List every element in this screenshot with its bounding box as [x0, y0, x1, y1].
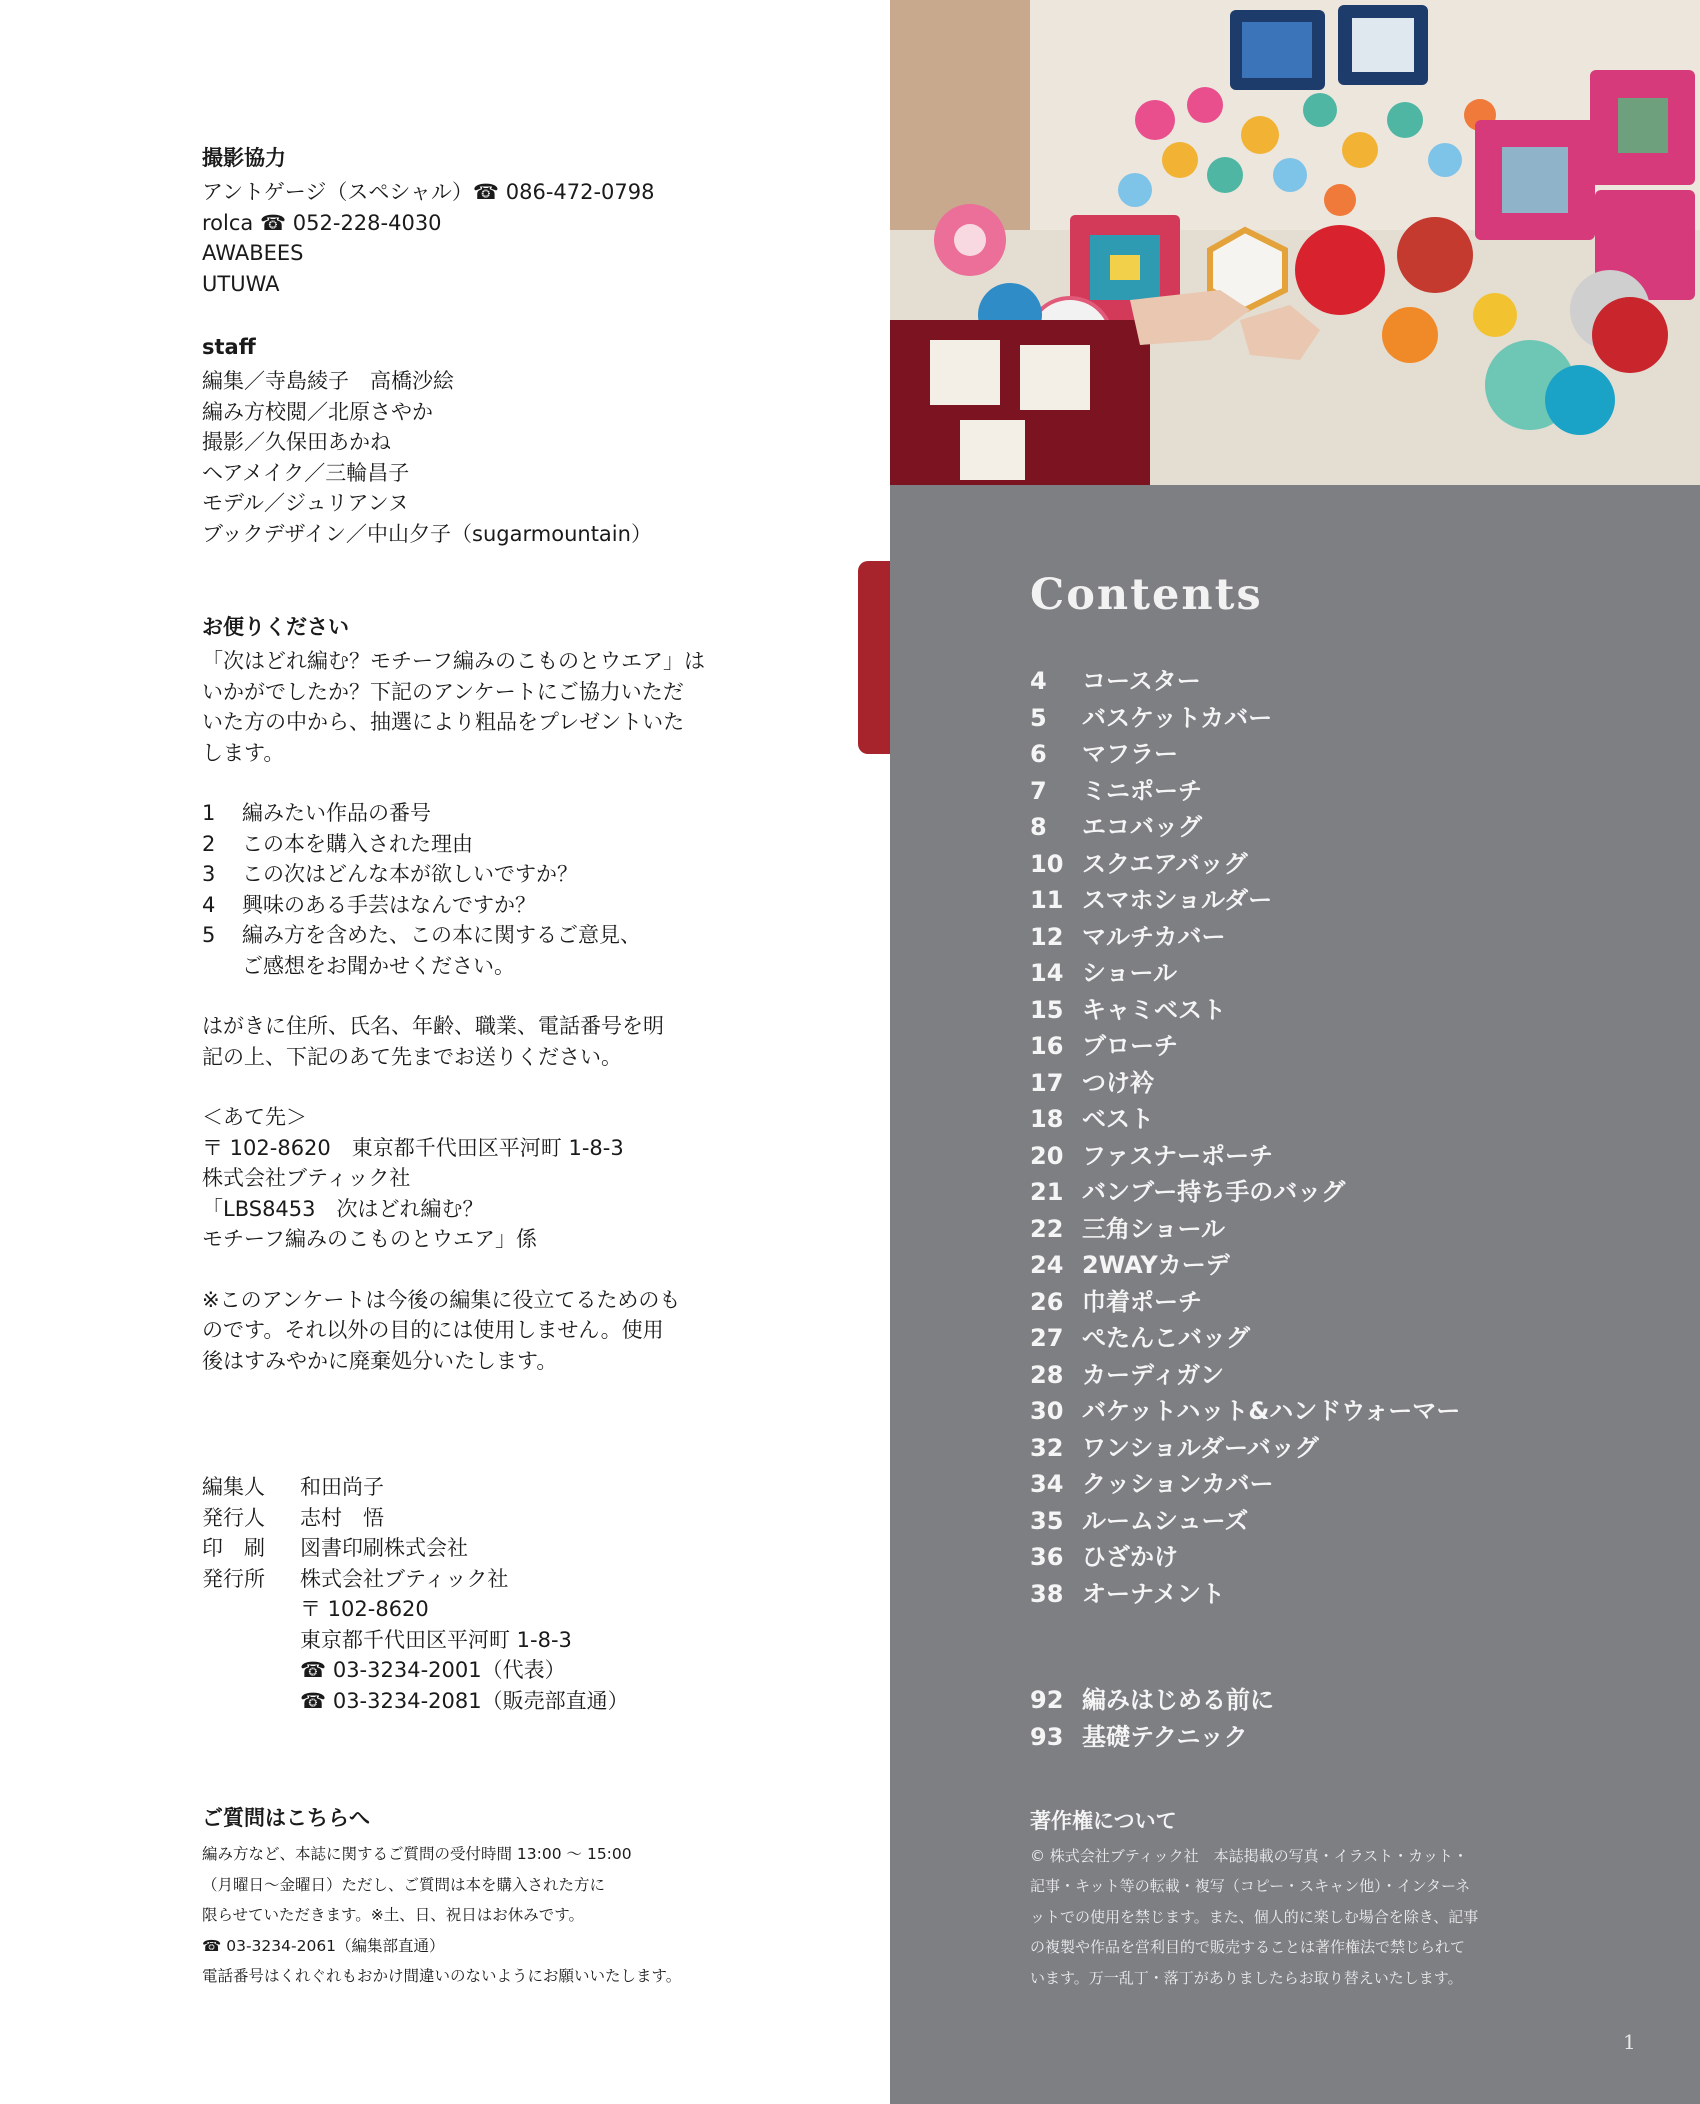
- contents-page: 5: [1030, 703, 1047, 732]
- contents-page: 38: [1030, 1579, 1064, 1608]
- contents-title-text: スクエアバッグ: [1082, 849, 1248, 878]
- copyright-title: 著作権について: [1030, 1809, 1177, 1833]
- contents-item[interactable]: [1030, 955, 1460, 992]
- contents-page: 28: [1030, 1360, 1064, 1389]
- contents-item[interactable]: [1030, 1174, 1460, 1211]
- contents-title-text: バケットハット&ハンドウォーマー: [1082, 1397, 1461, 1425]
- contents-page: 32: [1030, 1433, 1064, 1462]
- contents-title-text: ぺたんこバッグ: [1082, 1324, 1250, 1352]
- survey-item-number: 5: [202, 923, 216, 947]
- contents-title-text: ファスナーポーチ: [1082, 1141, 1274, 1170]
- colophon-key: [202, 1625, 300, 1656]
- copyright-section: [1030, 1806, 1550, 1993]
- contents-title-text: ショール: [1082, 959, 1178, 987]
- questions-title: ご質問はこちらへ: [202, 1806, 370, 1830]
- colophon-value: 株式会社ブティック社: [300, 1566, 509, 1591]
- contents-page: 10: [1030, 849, 1064, 878]
- contents-page: 14: [1030, 959, 1064, 987]
- survey-item-number: 1: [202, 801, 216, 825]
- colophon: [202, 1472, 629, 1716]
- letter-section: [202, 612, 705, 1376]
- contents-title-text: 編みはじめる前に: [1082, 1686, 1274, 1714]
- contents-page: 34: [1030, 1470, 1064, 1498]
- note-line: 後はすみやかに廃棄処分いたします。: [202, 1348, 558, 1373]
- credits-title: 撮影協力: [202, 146, 286, 170]
- contents-title-text: ひざかけ: [1082, 1543, 1178, 1571]
- questions-line: 限らせていただきます。※土、日、祝日はお休みです。: [202, 1906, 585, 1924]
- letter-intro-line: します。: [202, 740, 285, 765]
- contents-item[interactable]: [1030, 1101, 1460, 1138]
- contents-list: [1030, 663, 1460, 1612]
- contents-title-text: ルームシューズ: [1082, 1506, 1249, 1535]
- survey-item-number: 2: [202, 831, 216, 856]
- colophon-row: [202, 1503, 629, 1534]
- questions-line: 編み方など、本誌に関するご質問の受付時間 13:00 ～ 15:00: [202, 1845, 632, 1863]
- contents-item[interactable]: [1030, 700, 1460, 737]
- contents-page: 93: [1030, 1722, 1064, 1751]
- colophon-value: ☎ 03-3234-2081（販売部直通）: [300, 1688, 629, 1713]
- contents-page: 16: [1030, 1032, 1064, 1060]
- photo-credits: [202, 143, 655, 299]
- contents-page: 35: [1030, 1506, 1064, 1535]
- contents-title-text: 三角ショール: [1082, 1214, 1226, 1243]
- survey-item-number: 4: [202, 892, 216, 917]
- staff-title: staff: [202, 335, 256, 359]
- survey-item-text: この本を購入された理由: [242, 831, 473, 856]
- contents-title-text: クッションカバー: [1082, 1470, 1274, 1498]
- survey-item: [202, 951, 705, 982]
- contents-item[interactable]: [1030, 809, 1460, 846]
- contents-item[interactable]: [1030, 1719, 1274, 1756]
- staff-section: [202, 332, 652, 549]
- contents-title-text: 巾着ポーチ: [1082, 1287, 1202, 1316]
- questions-section: [202, 1803, 681, 1992]
- address-line: 株式会社ブティック社: [202, 1166, 411, 1190]
- contents-item[interactable]: [1030, 1576, 1460, 1613]
- contents-page: 27: [1030, 1324, 1064, 1352]
- crochet-motifs-illustration: [890, 0, 1700, 485]
- contents-page: 15: [1030, 995, 1064, 1024]
- contents-item[interactable]: [1030, 1466, 1460, 1503]
- credit-line: rolca ☎ 052-228-4030: [202, 210, 442, 235]
- colophon-row: [202, 1686, 629, 1717]
- colophon-key: [202, 1686, 300, 1717]
- contents-title-text: 2WAYカーデ: [1082, 1251, 1230, 1279]
- contents-page: 92: [1030, 1686, 1064, 1714]
- contents-title-text: マルチカバー: [1082, 922, 1226, 951]
- postcard-line: はがきに住所、氏名、年齢、職業、電話番号を明: [202, 1014, 664, 1038]
- contents-title: Contents: [1030, 570, 1263, 620]
- contents-title-text: エコバッグ: [1082, 813, 1202, 841]
- survey-item-number: [202, 951, 242, 982]
- copyright-line: ットでの使用を禁じます。また、個人的に楽しむ場合を除き、記事: [1030, 1907, 1479, 1926]
- letter-intro-line: 「次はどれ編む？モチーフ編みのこものとウエア」は: [202, 649, 705, 673]
- contents-title-text: 基礎テクニック: [1082, 1722, 1248, 1751]
- colophon-row: [202, 1533, 629, 1564]
- survey-item: [202, 798, 705, 829]
- contents-page: 6: [1030, 740, 1047, 768]
- questions-line: ☎ 03-3234-2061（編集部直通）: [202, 1936, 445, 1955]
- contents-item[interactable]: [1030, 1028, 1460, 1065]
- survey-item-text: ご感想をお聞かせください。: [242, 953, 515, 978]
- colophon-key: [202, 1594, 300, 1625]
- staff-line: モデル／ジュリアンヌ: [202, 491, 409, 515]
- contents-title-text: バスケットカバー: [1082, 703, 1273, 732]
- contents-page: 22: [1030, 1214, 1064, 1243]
- contents-item[interactable]: [1030, 773, 1460, 810]
- colophon-row: [202, 1594, 629, 1625]
- colophon-value: 志村 悟: [300, 1505, 384, 1530]
- colophon-key: 編集人: [202, 1475, 265, 1499]
- contents-title-text: バンブー持ち手のバッグ: [1082, 1178, 1346, 1206]
- contents-title-text: キャミベスト: [1082, 995, 1226, 1024]
- letter-title: お便りください: [202, 615, 349, 639]
- credit-line: AWABEES: [202, 241, 304, 265]
- contents-item[interactable]: [1030, 1357, 1460, 1394]
- contents-item[interactable]: [1030, 1065, 1460, 1102]
- contents-page: 21: [1030, 1178, 1064, 1206]
- contents-item[interactable]: [1030, 1211, 1460, 1248]
- questions-line: 電話番号はくれぐれもおかけ間違いのないようにお願いいたします。: [202, 1967, 682, 1985]
- contents-item[interactable]: [1030, 1682, 1274, 1719]
- contents-page: 18: [1030, 1105, 1064, 1133]
- contents-item[interactable]: [1030, 1430, 1460, 1467]
- colophon-key: [202, 1655, 300, 1686]
- address-line: モチーフ編みのこものとウエア」係: [202, 1227, 537, 1251]
- colophon-row: [202, 1625, 629, 1656]
- contents-page: 4: [1030, 667, 1047, 695]
- survey-item: [202, 829, 705, 860]
- contents-page: 36: [1030, 1543, 1064, 1571]
- contents-page: 12: [1030, 922, 1064, 951]
- contents-item[interactable]: [1030, 992, 1460, 1029]
- contents-title-text: つけ衿: [1082, 1068, 1154, 1097]
- contents-page: 11: [1030, 886, 1064, 914]
- survey-item: [202, 859, 705, 890]
- contents-item[interactable]: [1030, 1247, 1460, 1284]
- colophon-value: 図書印刷株式会社: [300, 1536, 468, 1560]
- colophon-row: [202, 1564, 629, 1595]
- staff-line: ヘアメイク／三輪昌子: [202, 460, 410, 485]
- contents-item[interactable]: [1030, 846, 1460, 883]
- page-number: 1: [1623, 2030, 1636, 2054]
- credit-line: アントゲージ（スペシャル）☎ 086-472-0798: [202, 180, 655, 204]
- copyright-line: © 株式会社ブティック社 本誌掲載の写真・イラスト・カット・: [1030, 1846, 1468, 1865]
- contents-page: 20: [1030, 1141, 1064, 1170]
- credit-line: UTUWA: [202, 271, 280, 296]
- survey-item: [202, 920, 705, 951]
- note-line: ※このアンケートは今後の編集に役立てるためのも: [202, 1287, 681, 1312]
- questions-line: （月曜日～金曜日）ただし、ご質問は本を購入された方に: [202, 1875, 606, 1894]
- contents-title-text: ワンショルダーバッグ: [1082, 1433, 1319, 1462]
- staff-line: 撮影／久保田あかね: [202, 430, 391, 454]
- colophon-row: [202, 1655, 629, 1686]
- contents-page: 30: [1030, 1397, 1064, 1425]
- contents-title-text: スマホショルダー: [1082, 886, 1273, 914]
- staff-line: 編み方校閲／北原さやか: [202, 399, 433, 424]
- contents-title-text: マフラー: [1082, 740, 1178, 768]
- contents-item[interactable]: [1030, 663, 1460, 700]
- contents-title-text: カーディガン: [1082, 1360, 1225, 1389]
- contents-item[interactable]: [1030, 882, 1460, 919]
- survey-item-text: 編み方を含めた、この本に関するご意見、: [242, 923, 641, 947]
- colophon-value: 東京都千代田区平河町 1-8-3: [300, 1627, 572, 1652]
- address-line: ＜あて先＞: [202, 1105, 307, 1129]
- survey-item: [202, 890, 705, 921]
- survey-item-text: この次はどんな本が欲しいですか？: [242, 862, 578, 886]
- contents-page: 24: [1030, 1251, 1064, 1279]
- crochet-photo: [890, 0, 1700, 485]
- copyright-line: 記事・キット等の転載・複写（コピー・スキャン他）・インターネ: [1030, 1877, 1471, 1895]
- contents-page: 7: [1030, 776, 1047, 805]
- contents-page: 26: [1030, 1287, 1064, 1316]
- section-tab: [858, 561, 890, 754]
- colophon-value: 和田尚子: [300, 1475, 384, 1499]
- contents-item[interactable]: [1030, 919, 1460, 956]
- colophon-key: 発行所: [202, 1566, 265, 1591]
- letter-intro-line: いた方の中から、抽選により粗品をプレゼントいた: [202, 710, 685, 734]
- letter-intro-line: いかがでしたか？下記のアンケートにご協力いただ: [202, 679, 684, 704]
- staff-line: ブックデザイン／中山夕子（sugarmountain）: [202, 521, 652, 546]
- address-line: 〒 102-8620 東京都千代田区平河町 1-8-3: [202, 1135, 624, 1160]
- contents-item[interactable]: [1030, 1138, 1460, 1175]
- contents-title-text: オーナメント: [1082, 1579, 1226, 1608]
- contents-extra-list: [1030, 1682, 1274, 1755]
- staff-line: 編集／寺島綾子 高橋沙絵: [202, 369, 454, 393]
- contents-item[interactable]: [1030, 1320, 1460, 1357]
- contents-title-text: ベスト: [1082, 1105, 1154, 1133]
- address-line: 「LBS8453 次はどれ編む？: [202, 1196, 484, 1221]
- contents-page: 8: [1030, 813, 1047, 841]
- contents-item[interactable]: [1030, 1393, 1460, 1430]
- copyright-line: の複製や作品を営利目的で販売することは著作権法で禁じられて: [1030, 1938, 1466, 1956]
- contents-title-text: コースター: [1082, 667, 1201, 695]
- contents-item[interactable]: [1030, 736, 1460, 773]
- colophon-value: 〒 102-8620: [300, 1597, 429, 1621]
- colophon-key: 印 刷: [202, 1536, 265, 1560]
- note-line: のです。それ以外の目的には使用しません。使用: [202, 1318, 664, 1342]
- colophon-row: [202, 1472, 629, 1503]
- copyright-line: います。万一乱丁・落丁がありましたらお取り替えいたします。: [1030, 1968, 1463, 1987]
- survey-item-text: 編みたい作品の番号: [242, 801, 431, 825]
- contents-item[interactable]: [1030, 1284, 1460, 1321]
- postcard-line: 記の上、下記のあて先までお送りください。: [202, 1044, 622, 1069]
- contents-page: 17: [1030, 1068, 1064, 1097]
- survey-item-number: 3: [202, 862, 216, 886]
- contents-title-text: ブローチ: [1082, 1032, 1178, 1060]
- survey-item-text: 興味のある手芸はなんですか？: [242, 892, 536, 917]
- contents-item[interactable]: [1030, 1503, 1460, 1540]
- contents-title-text: ミニポーチ: [1082, 776, 1202, 805]
- colophon-key: 発行人: [202, 1505, 265, 1530]
- contents-item[interactable]: [1030, 1539, 1460, 1576]
- colophon-value: ☎ 03-3234-2001（代表）: [300, 1658, 566, 1682]
